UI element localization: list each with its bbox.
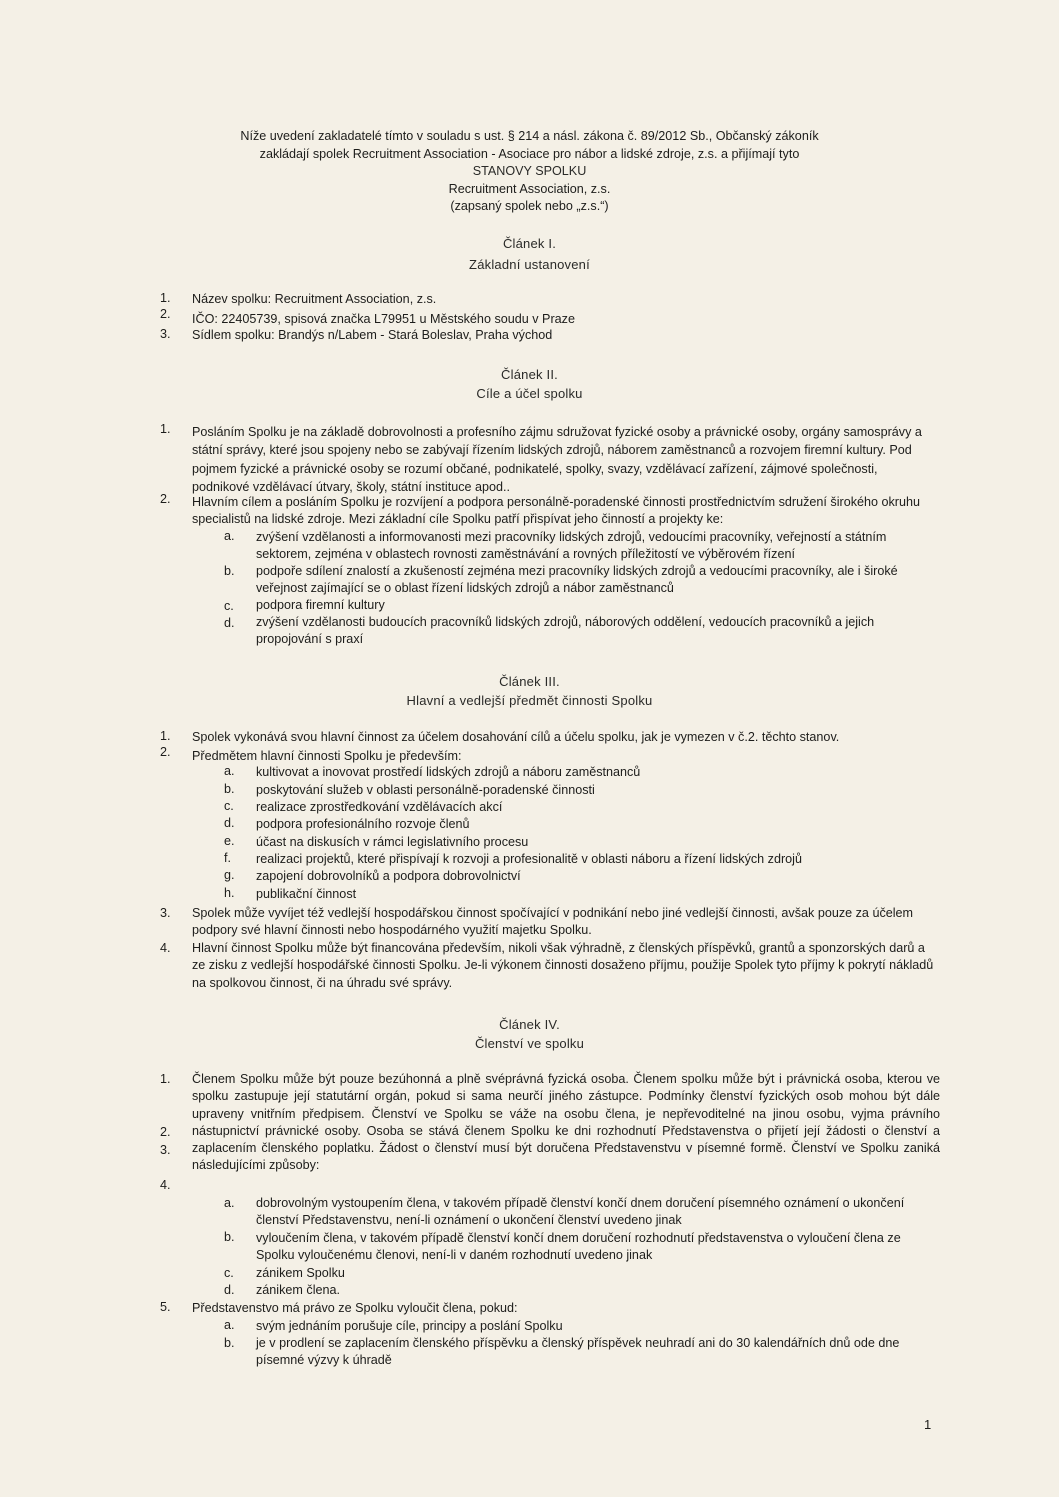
list-item: Název spolku: Recruitment Association, z.s. <box>192 292 437 306</box>
article-1-heading <box>0 234 1059 274</box>
list-number: 1. <box>160 422 171 436</box>
list-number: 4. <box>160 1178 171 1192</box>
sub-letter: c. <box>224 1266 234 1280</box>
sub-letter: c. <box>224 599 234 613</box>
sub-item: kultivovat a inovovat prostředí lidských zdrojů a náboru zaměstnanců <box>256 765 641 779</box>
sub-letter: a. <box>224 1318 235 1332</box>
list-number: 5. <box>160 1300 171 1314</box>
list-number: 3. <box>160 906 171 920</box>
list-number: 1. <box>160 1072 171 1086</box>
sub-letter: d. <box>224 616 235 630</box>
article-title: Základní ustanovení <box>469 257 590 272</box>
sub-letter: f. <box>224 851 231 865</box>
list-item: Předmětem hlavní činnosti Spolku je především: <box>192 749 462 763</box>
list-item: Hlavním cílem a posláním Spolku je rozvíjení a podpora personálně-poradenské činnosti prostřednictvím sdružení širokého okruhu specialistů na lidské zdroje. Mezi základní cíle Spolku patří přispívat jeho činností a projekty ke: <box>192 495 921 527</box>
sub-letter: a. <box>224 529 235 543</box>
sub-letter: h. <box>224 886 235 900</box>
sub-item: účast na diskusích v rámci legislativního procesu <box>256 835 529 849</box>
sub-item: realizaci projektů, které přispívají k rozvoji a profesionalitě v oblasti náboru a řízení lidských zdrojů <box>256 852 802 866</box>
sub-item: dobrovolným vystoupením člena, v takovém případě členství končí dnem doručení písemného oznámení o ukončení členství Představenstvu, není-li oznámení o ukončení členství uvedeno jinak <box>256 1196 905 1228</box>
article-2-heading <box>0 365 1059 403</box>
list-number: 2. <box>160 492 171 506</box>
sub-item: zapojení dobrovolníků a podpora dobrovolnictví <box>256 869 521 883</box>
sub-item: podpoře sdílení znalostí a zkušeností zejména mezi pracovníky lidských zdrojů a vedoucími pracovníky, ale i široké veřejnost zajímající se o oblast řízení lidských zdrojů a nábor zaměstnanců <box>256 564 898 596</box>
sub-item: podpora profesionálního rozvoje členů <box>256 817 470 831</box>
sub-item: poskytování služeb v oblasti personálně-poradenské činnosti <box>256 783 595 797</box>
sub-letter: b. <box>224 1230 235 1244</box>
sub-letter: b. <box>224 782 235 796</box>
page-number: 1 <box>924 1417 932 1432</box>
list-number: 2. <box>160 745 171 759</box>
article-number: Článek I. <box>502 236 557 251</box>
sub-letter: b. <box>224 1336 235 1350</box>
list-item: Členem Spolku může být pouze bezúhonná a plně svéprávná fyzická osoba. Členem spolku může být i právnická osoba, kterou ve spolku zastupuje její statutární orgán, pokud si sama neurčí jiného zástupce. Podmínky členství fyzických osob mohou být dále upraveny vnitřním předpisem. Členství ve Spolku se váže na osobu člena, je nepřevoditelné na jinou osobu, vyjma právního nástupnictví právnické osoby. Osoba se stává členem Spolku ke dni rozhodnutí Představenstva o přijetí její žádosti o členství a zaplacením členského poplatku. Žádost o členství musí být doručena Představenstvu v písemné formě. Členství ve Spolku zaniká následujícími způsoby: <box>192 1072 940 1173</box>
article-number: Článek IV. <box>499 1017 560 1032</box>
intro-line-1: Níže uvedení zakladatelé tímto v souladu s ust. § 214 a násl. zákona č. 89/2012 Sb., Občanský zákoník <box>240 129 819 143</box>
sub-letter: a. <box>224 764 235 778</box>
sub-item: zvýšení vzdělanosti a informovanosti mezi pracovníky lidských zdrojů, vedoucími pracovníky, veřejností a státním sektorem, zejména v oblastech rovnosti zaměstnávání a rovných příležitostí ve výběrovém řízení <box>256 530 887 562</box>
sub-item: podpora firemní kultury <box>256 598 385 612</box>
sub-item: zvýšení vzdělanosti budoucích pracovníků lidských zdrojů, náborových oddělení, vedoucích pracovníků a jejich propojování s praxí <box>256 615 875 647</box>
document-title: STANOVY SPOLKU <box>472 164 587 178</box>
article-title: Cíle a účel spolku <box>476 386 583 401</box>
list-number: 1. <box>160 291 171 305</box>
list-number: 4. <box>160 941 171 955</box>
sub-letter: d. <box>224 816 235 830</box>
article-number: Článek II. <box>501 367 558 382</box>
sub-letter: c. <box>224 799 234 813</box>
article-4-heading <box>0 1015 1059 1053</box>
list-item: Představenstvo má právo ze Spolku vyloučit člena, pokud: <box>192 1301 518 1315</box>
sub-item: zánikem Spolku <box>256 1266 345 1280</box>
association-name: Recruitment Association, z.s. <box>448 181 611 196</box>
sub-item: svým jednáním porušuje cíle, principy a poslání Spolku <box>256 1319 563 1333</box>
article-title: Hlavní a vedlejší předmět činnosti Spolku <box>406 693 653 708</box>
sub-item: je v prodlení se zaplacením členského příspěvku a členský příspěvek neuhradí ani do 30 kalendářních dnů ode dne písemné výzvy k úhradě <box>256 1336 900 1368</box>
list-item: IČO: 22405739, spisová značka L79951 u Městského soudu v Praze <box>192 312 575 326</box>
sub-letter: e. <box>224 834 235 848</box>
sub-item: realizace zprostředkování vzdělávacích akcí <box>256 800 503 814</box>
sub-letter: g. <box>224 868 235 882</box>
list-number: 2. <box>160 307 171 321</box>
list-item: Hlavní činnost Spolku může být financována především, nikoli však výhradně, z členských příspěvků, grantů a sponzorských darů a ze zisku z vedlejší hospodářské činnosti Spolku. Je-li výkonem činnosti dosaženo příjmu, použije Spolek tyto příjmy k pokrytí nákladů na spolkovou činnost, či na úhradu své správy. <box>192 941 934 990</box>
list-number: 2. <box>160 1125 171 1139</box>
article-3-heading <box>0 672 1059 710</box>
sub-item: zánikem člena. <box>256 1283 340 1297</box>
intro-line-2: zakládají spolek Recruitment Association - Asociace pro nábor a lidské zdroje, z.s. a přijímají tyto <box>259 146 800 161</box>
list-number: 1. <box>160 729 171 743</box>
list-number: 3. <box>160 327 171 341</box>
sub-letter: a. <box>224 1196 235 1210</box>
sub-item: vyloučením člena, v takovém případě členství končí dnem doručení rozhodnutí představenstva o vyloučení člena ze Spolku vyloučenému členovi, není-li v daném rozhodnutí uvedeno jinak <box>256 1231 901 1263</box>
sub-letter: b. <box>224 564 235 578</box>
association-note: (zapsaný spolek nebo „z.s.“) <box>450 199 609 213</box>
article-title: Členství ve spolku <box>474 1036 585 1051</box>
document-intro <box>0 128 1059 216</box>
list-number: 3. <box>160 1143 171 1157</box>
list-item: Sídlem spolku: Brandýs n/Labem - Stará Boleslav, Praha východ <box>192 328 553 342</box>
article-number: Článek III. <box>499 674 560 689</box>
list-item: Spolek vykonává svou hlavní činnost za účelem dosahování cílů a účelu spolku, jak je vymezen v č.2. těchto stanov. <box>192 730 840 744</box>
sub-item: publikační činnost <box>256 887 357 901</box>
list-item: Spolek může vyvíjet též vedlejší hospodářskou činnost spočívající v podnikání nebo jiné vedlejší činnosti, avšak pouze za účelem podpory své hlavní činnosti nebo hospodárného využití majetku Spolku. <box>192 906 914 938</box>
list-item: Posláním Spolku je na základě dobrovolnosti a profesního zájmu sdružovat fyzické osoby a právnické osoby, orgány samosprávy a státní správy, které jsou spojeny nebo se zabývají řízením lidských zdrojů, náborem zaměstnanců a rozvojem firemní kultury. Pod pojmem fyzické a právnické osoby se rozumí občané, podnikatelé, spolky, svazy, vzdělávací zařízení, zájmové společnosti, podnikové vzdělávací útvary, školy, státní instituce apod.. <box>192 425 922 494</box>
sub-letter: d. <box>224 1283 235 1297</box>
